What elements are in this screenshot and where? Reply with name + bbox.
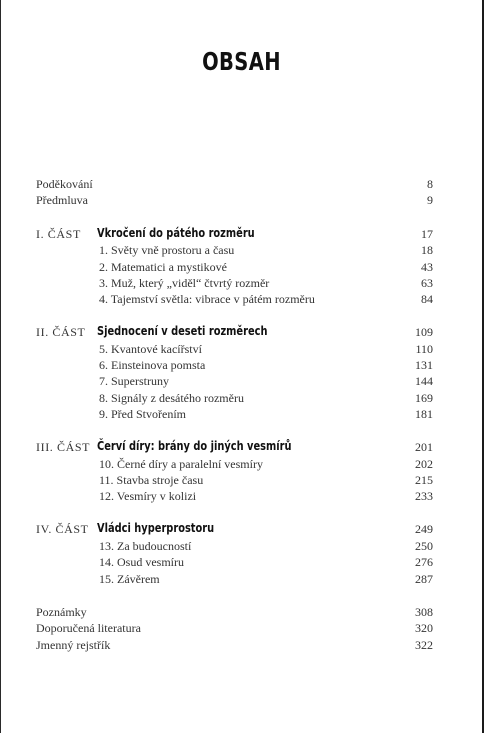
toc-entry-page: 43: [421, 260, 433, 274]
toc-part-1: [36, 226, 433, 242]
toc-entry-label: 15. Závěrem: [99, 572, 160, 586]
toc-chapter-2: [36, 259, 433, 275]
toc-entry-page: 233: [415, 489, 433, 503]
toc-entry-label: 5. Kvantové kacířství: [99, 342, 202, 356]
toc-entry-page: 169: [415, 391, 433, 405]
toc-entry-label: 12. Vesmíry v kolizi: [99, 489, 197, 503]
toc-entry-label: 8. Signály z desátého rozměru: [99, 391, 244, 405]
toc-chapter-7: [36, 373, 433, 389]
toc-entry-page: 144: [415, 374, 433, 388]
part-label: III. ČÁST: [36, 440, 91, 454]
toc-entry-label: 4. Tajemství světla: vibrace v pátém rozměru: [99, 292, 315, 306]
toc-entry-label: 1. Světy vně prostoru a času: [99, 243, 235, 257]
toc-entry-label: 3. Muž, který „viděl“ čtvrtý rozměr: [99, 276, 270, 290]
part-title: Vkročení do pátého rozměru: [97, 226, 255, 240]
toc-entry-page: 9: [427, 193, 433, 207]
part-label: I. ČÁST: [36, 227, 81, 241]
toc-chapter-11: [36, 472, 433, 488]
toc-chapter-3: [36, 275, 433, 291]
toc-part-3: [36, 439, 433, 455]
toc-entry-label: 9. Před Stvořením: [99, 407, 186, 421]
toc-entry-page: 249: [415, 522, 433, 536]
toc-entry-page: 215: [415, 473, 433, 487]
toc-entry-page: 18: [421, 243, 433, 257]
toc-entry-page: 202: [415, 457, 433, 471]
toc-entry-label: Předmluva: [36, 193, 88, 207]
toc-chapter-14: [36, 554, 433, 570]
toc-entry-page: 109: [415, 325, 433, 339]
part-label: IV. ČÁST: [36, 522, 89, 536]
toc-entry-acknowledgements: [36, 176, 433, 192]
toc-entry-label: Poděkování: [36, 177, 93, 191]
toc-entry-page: 17: [421, 227, 433, 241]
toc-entry-page: 181: [415, 407, 433, 421]
toc-entry-index: [36, 637, 433, 653]
toc-entry-label: 11. Stavba stroje času: [99, 473, 204, 487]
toc-chapter-6: [36, 357, 433, 373]
toc-entry-label: 14. Osud vesmíru: [99, 555, 184, 569]
toc-entry-page: 250: [415, 539, 433, 553]
toc-entry-page: 322: [415, 638, 433, 652]
toc-chapter-13: [36, 538, 433, 554]
toc-chapter-5: [36, 341, 433, 357]
part-title: Sjednocení v deseti rozměrech: [97, 324, 268, 338]
toc-entry-recommended-reading: [36, 620, 433, 636]
toc-entry-page: 320: [415, 621, 433, 635]
toc-entry-label: 2. Matematici a mystikové: [99, 260, 227, 274]
toc-entry-label: Doporučená literatura: [36, 621, 141, 635]
toc-chapter-4: [36, 291, 433, 307]
toc-chapter-1: [36, 242, 433, 258]
toc-entry-page: 63: [421, 276, 433, 290]
toc-entry-page: 131: [415, 358, 433, 372]
toc-entry-label: 13. Za budoucností: [99, 539, 192, 553]
toc-entry-notes: [36, 604, 433, 620]
toc-entry-page: 287: [415, 572, 433, 586]
toc-part-2: [36, 324, 433, 340]
toc-chapter-8: [36, 390, 433, 406]
toc-entry-label: Jmenný rejstřík: [36, 638, 111, 652]
toc-entry-page: 308: [415, 605, 433, 619]
toc-entry-label: Poznámky: [36, 605, 87, 619]
toc-entry-preface: [36, 192, 433, 208]
part-label: II. ČÁST: [36, 325, 86, 339]
toc-part-4: [36, 521, 433, 537]
part-title: Vládci hyperprostoru: [97, 521, 215, 535]
toc-chapter-12: [36, 488, 433, 504]
toc-entry-page: 276: [415, 555, 433, 569]
toc-entry-label: 10. Černé díry a paralelní vesmíry: [99, 457, 263, 471]
toc-entry-label: 7. Superstruny: [99, 374, 169, 388]
page-title: OBSAH: [202, 47, 281, 76]
toc-entry-page: 8: [427, 177, 433, 191]
part-title: Červí díry: brány do jiných vesmírů: [97, 439, 292, 453]
toc-entry-page: 84: [421, 292, 433, 306]
toc-entry-page: 110: [415, 342, 433, 356]
toc-chapter-15: [36, 571, 433, 587]
toc-entry-page: 201: [415, 440, 433, 454]
toc-chapter-9: [36, 406, 433, 422]
toc-entry-label: 6. Einsteinova pomsta: [99, 358, 206, 372]
toc-chapter-10: [36, 456, 433, 472]
